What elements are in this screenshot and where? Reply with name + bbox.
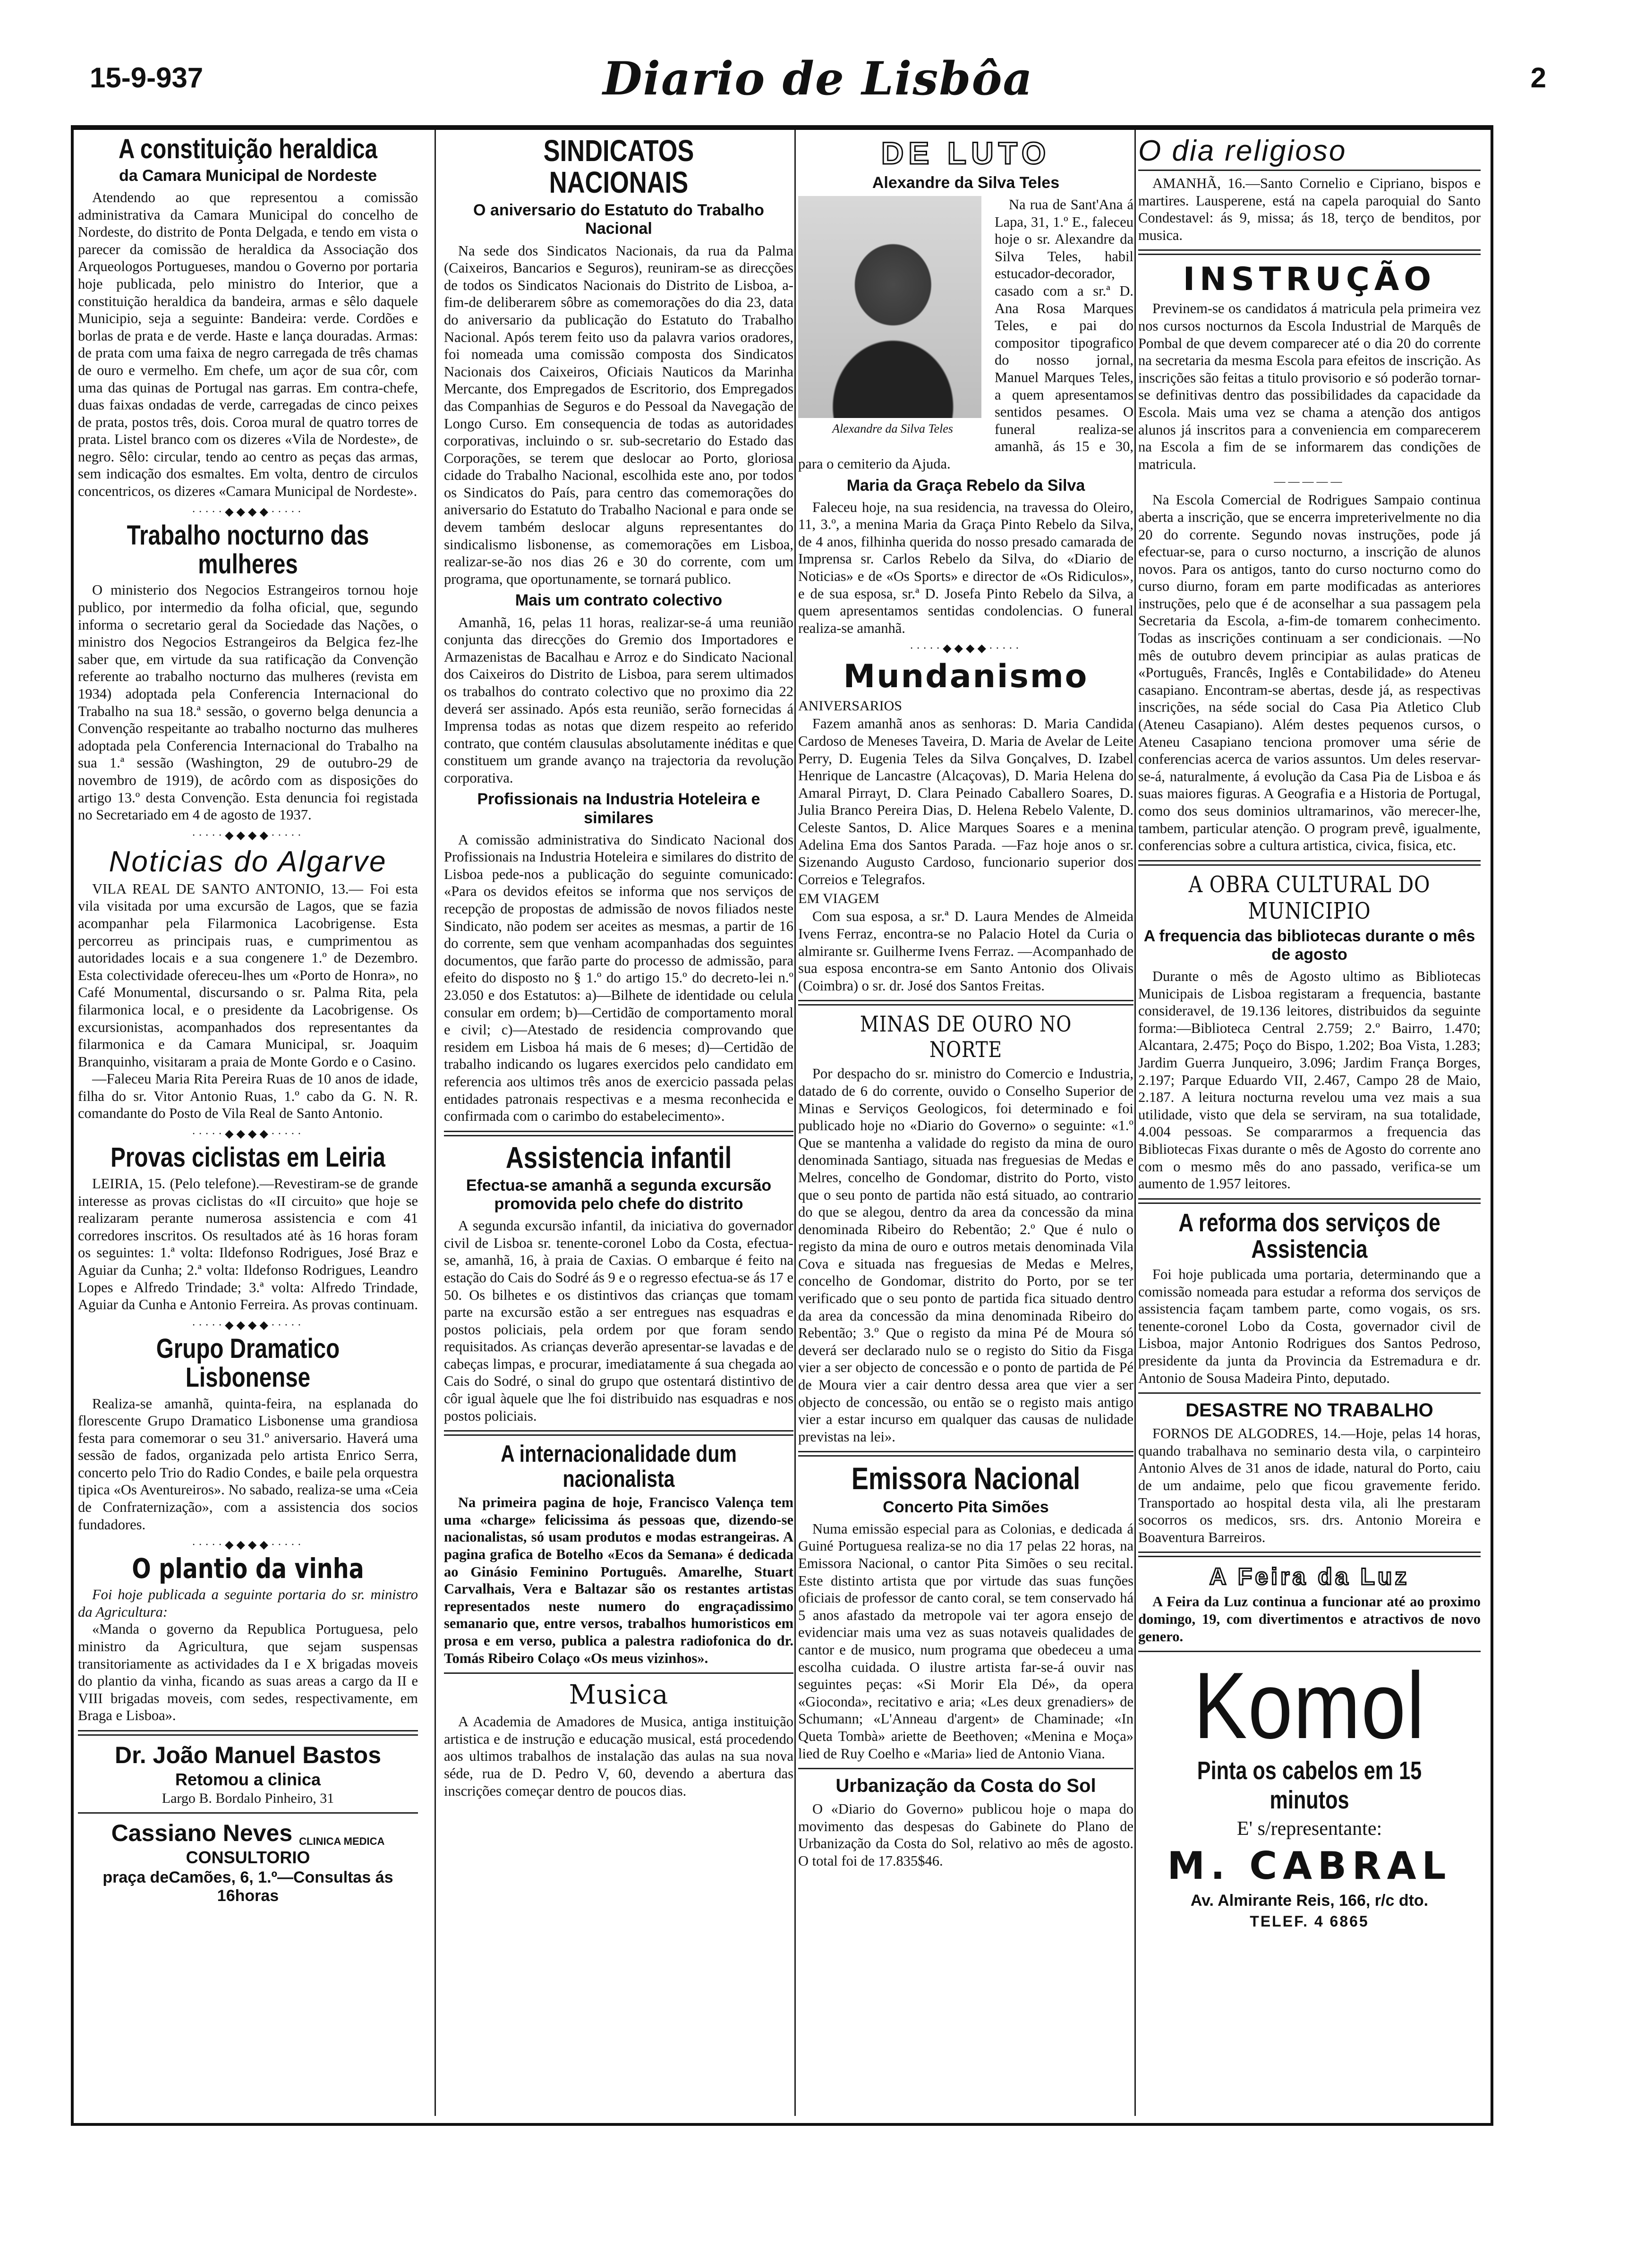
headline: INSTRUÇÃO — [1183, 261, 1436, 298]
article-desastre — [1138, 1399, 1481, 1546]
column-4 — [1138, 132, 1481, 2116]
column-divider — [794, 130, 796, 2116]
headline: Noticias do Algarve — [109, 845, 387, 878]
article-body: FORNOS DE ALGODRES, 14.—Hoje, pelas 14 horas, quando trabalhava no seminario desta vila, o carpinteiro Antonio Alves de 31 anos de idade, natural do Porto, caiu de um andaime, pelo que ficou gravemente ferido. Transportado ao hospital desta vila, ali lhe prestaram socorros os medicos, srs. drs. Antonio Moreira e Boaventura Barreiros. — [1138, 1425, 1481, 1545]
article-emissora-nacional — [798, 1462, 1133, 1762]
article-body: Durante o mês de Agosto ultimo as Bibliotecas Municipais de Lisboa registaram a frequencia, bastante consideravel, de 19.136 leitores, distribuidos da seguinte forma:—Biblioteca Central 2.759; 2.º Bairro, 1.470; Alcantara, 2.475; Poço do Bispo, 1.202; Boa Vista, 1.283; Jardim Guerra Junqueiro, 3.096; Jardim França Borges, 2.197; Parque Eduardo VII, 2.467, Campo 28 de Maio, 2.187. A leitura nocturna revelou uma vez mais a sua utilidade, visto que dela se serviram, na sua totalidade, 4.004 pessoas. Se compararmos a frequencia das Bibliotecas Fixas durante o mês de Agosto do corrente ano com o mesmo mês do ano passado, verifica-se um aumento de 1.957 leitores. — [1138, 968, 1481, 1192]
article-de-luto — [798, 135, 1133, 637]
divider-ornament: ·····◆◆◆◆····· — [910, 642, 1022, 655]
ad-agent: M. CABRAL — [1167, 1844, 1452, 1888]
article-reforma-assistencia — [1138, 1210, 1481, 1387]
article-body: —Faleceu Maria Rita Pereira Ruas de 10 anos de idade, filha do sr. Vitor Antonio Ruas, 1.º cabo da G. N. R. comandante do Posto de Vila Real de Santo Antonio. — [78, 1071, 418, 1122]
ad-phone: TELEF. 4 6865 — [1250, 1913, 1369, 1930]
article-assistencia-infantil — [444, 1142, 793, 1425]
divider-ornament: ————— — [1274, 476, 1345, 488]
issue-date: 15-9-937 — [90, 62, 204, 94]
clinic-line: CONSULTORIO — [186, 1847, 310, 1867]
divider-rule — [444, 1131, 793, 1136]
headline: Provas ciclistas em Leiria — [111, 1142, 385, 1173]
column-3 — [798, 132, 1133, 2116]
article-body: Foi hoje publicada uma portaria, determinando que a comissão nomeada para estudar a reforma dos serviços de assistencia façam tambem parte, como vogais, os srs. tenente-coronel Lobo da Costa, governador civil de Lisboa, major Antonio Rodrigues dos Santos Pedroso, presidente da junta da Provincia da Estremadura e dr. Antonio de Sousa Madeira Pinto, deputado. — [1138, 1266, 1481, 1386]
ad-doctor — [78, 1741, 418, 1807]
subheadline: Mais um contrato colectivo — [515, 591, 723, 610]
clinic-tag: CLINICA MEDICA — [299, 1835, 385, 1847]
subheadline: Efectua-se amanhã a segunda excursão promovida pelo chefe do distrito — [466, 1176, 772, 1213]
article-instrucao — [1138, 261, 1481, 854]
article-body: Realiza-se amanhã, quinta-feira, na esplanada do florescente Grupo Dramatico Lisbonense uma grandiosa festa para comemorar o seu 31.º aniversario. Haverá uma sessão de fados, organizada pelo artista Enrico Serra, concerto pelo Trio do Radio Condes, e baile pela orquestra tipica «Os Aventureiros». No sabado, realiza-se uma «Ceia de Confraternização», com a assistencia dos socios fundadores. — [78, 1395, 418, 1533]
headline: A constituição heraldica — [119, 134, 377, 164]
ad-tagline: Pinta os cabelos em 15 minutos — [1197, 1756, 1422, 1815]
article-body: Faleceu hoje, na sua residencia, na travessa do Oleiro, 11, 3.º, a menina Maria da Graça Pinto Rebelo da Silva, de 4 anos, filhinha querida do nosso presado camarada de Imprensa sr. Carlos Rebelo da Silva, do «Diario de Noticias» e de «Os Sports» e director de «Os Ridiculos», e de sua esposa, sr.ª D. Josefa Pinto Rebelo da Silva, a quem apresentamos sentidas condolencias. O funeral realiza-se amanhã. — [798, 499, 1133, 636]
headline: DE LUTO — [881, 136, 1051, 171]
portrait-caption: Alexandre da Silva Teles — [832, 422, 953, 436]
divider-rule — [444, 1430, 793, 1436]
headline: Trabalho nocturno das mulheres — [127, 520, 369, 580]
headline: A reforma dos serviços de Assistencia — [1178, 1208, 1440, 1264]
clinic-name: Cassiano Neves — [111, 1819, 293, 1846]
section-label: EM VIAGEM — [798, 891, 879, 907]
clinic-header — [78, 1819, 418, 1847]
article-body: Amanhã, 16, pelas 11 horas, realizar-se-á uma reunião conjunta das direcções do Gremio dos Importadores e Armazenistas de Bacalhau e Arroz e do Sindicato Nacional dos Caixeiros do Distrito de Lisboa, para serem ultimados os trabalhos do contrato colectivo que no proximo dia 22 deverá ser assinado. Após esta reunião, serão fornecidas á Imprensa todas as notas que dizem respeito ao referido contrato, que contém clausulas absolutamente inéditas e que constituem um grande avanço na trajectoria da revolução corporativa. — [444, 614, 793, 786]
doctor-name: Dr. João Manuel Bastos — [114, 1741, 382, 1768]
subheadline: Concerto Pita Simões — [883, 1498, 1049, 1516]
article-mundanismo — [798, 658, 1133, 994]
subheadline: da Camara Municipal de Nordeste — [119, 166, 377, 185]
article-body: VILA REAL DE SANTO ANTONIO, 13.— Foi esta vila visitada por uma excursão de Lagos, que se fazia acompanhar pela Filarmonica Lacobrigense. Esta percorreu as principais ruas, e cumprimentou as autoridades locais e a sua congenere 1.º de Dezembro. Esta colectividade ofereceu-lhes um «Porto de Honra», no Café Monumental, discursando o sr. Palma Rita, pela filarmonica local, e o presidente da Lacobrigense. Os excursionistas, acompanhados dos representantes da filarmonica e da Camara Municipal, sr. Joaquim Branquinho, visitaram a praia de Monte Gordo e o Casino. — [78, 880, 418, 1070]
article-body: Atendendo ao que representou a comissão administrativa da Camara Municipal do concelho de Nordeste, do distrito de Ponta Delgada, e tendo em vista o parecer da comissão de heraldica da Associação dos Arqueologos Portugueses, mandou o Governo por portaria hoje publicada, pelo ministro do Interior, que a constituição heraldica da bandeira, armas e sêlo daquele Municipio, seja a seguinte: Bandeira: verde. Cordões e borlas de prata e de verde. Haste e lança douradas. Armas: de prata com uma faixa de negro carregada de três chamas de ouro e vermelho. Em chefe, um açor de sua côr, com uma das quinas de Portugal nas garras. Em contra-chefe, duas faixas ondadas de verde, carregadas de cinco peixes de prata, postos três, dois. Coroa mural de quatro torres de prata. Listel branco com os dizeres «Vila de Nordeste», de negro. Sêlo: circular, tendo ao centro as peças das armas, sem indicação dos esmaltes. Em volta, dentro de circulos concentricos, os dizeres «Camara Municipal de Nordeste». — [78, 189, 418, 500]
divider-ornament: ·····◆◆◆◆····· — [192, 505, 304, 518]
headline: O plantio da vinha — [132, 1552, 364, 1585]
headline: Musica — [569, 1680, 669, 1711]
article-trabalho-nocturno — [78, 521, 418, 824]
article-feira-da-luz — [1138, 1563, 1481, 1645]
portrait-photo — [798, 196, 981, 418]
article-body: Na primeira pagina de hoje, Francisco Valença tem uma «charge» felicissima ás pessoas que, dizendo-se nacionalistas, só usam produtos e modas estrangeiras. A pagina grafica de Botelho «Ecos da Semana» é dedicada ao Ginásio Feminino Português. Amarelhe, Stuart Carvalhais, Vera e Baltazar são os restantes artistas representados neste numero do engraçadissimo semanario que, entre versos, trabalhos humoristicos em prosa e em verso, publica a palestra radiofonica do dr. Tomás Ribeiro Colaço «Os meus vizinhos». — [444, 1494, 793, 1666]
article-urbanizacao — [798, 1775, 1133, 1869]
headline: A internacionalidade dum nacionalista — [501, 1441, 737, 1492]
article-heraldica — [78, 135, 418, 500]
headline: Grupo Dramatico Lisbonense — [156, 1333, 340, 1393]
divider-rule — [1138, 1651, 1481, 1652]
divider-rule — [1138, 1552, 1481, 1557]
page-number: 2 — [1530, 62, 1546, 94]
article-internacionalidade — [444, 1441, 793, 1667]
article-body: Numa emissão especial para as Colonias, e dedicada á Guiné Portuguesa realiza-se no dia 17 pelas 22 horas, na Emissora Nacional, o cantor Pita Simões o seu recital. Este distinto artista que por virtude das suas funções oficiais de professor de canto coral, se tem conservado há 5 anos afastado da metropole vai ter agora ensejo de evidenciar mais uma vez as suas notaveis qualidades de cantor e de musico, num programa que obedeceu a uma escolha cuidada. O ilustre artista far-se-á ouvir nas seguintes peças: «Si Morir Ela Dé», da opera «Gioconda», recitativo e aria; «Les deux grenadiers» de Schumann; «L'Anneau d'argent» de Chaminade; «In Queta Tombà» ariette de Beethoven; «Menina e Moça» lied de Ruy Coelho e «Maria» lied de Antonio Viana. — [798, 1520, 1133, 1762]
doctor-address: Largo B. Bordalo Pinheiro, 31 — [162, 1790, 334, 1806]
article-body: Na Escola Comercial de Rodrigues Sampaio continua aberta a inscrição, que se encerra impreterivelmente no dia 20 do corrente. Segundo novas instruções, pode já efectuar-se, para o curso nocturno, a inscrição de alunos novos. Para os antigos, tanto do curso nocturno como do curso diurno, foram em parte modificadas as anteriores instruções, pelo que é de aconselhar a sua passagem pela Secretaria da Escola, a-fim-de tomarem conhecimento. Todas as inscrições continuam a ser condicionais. —No mês de outubro devem principiar as aulas praticas de «Português, Francês, Inglês e Contabilidade» do Ateneu casapiano. Encontram-se abertas, desde já, as respectivas inscrições, na séde social do Casa Pia Atletico Club (Ateneu Casapiano). Além destes pequenos cursos, o Ateneu Casapiano tenciona promover uma série de conferencias acerca de varios assuntos. Um deles reservar-se-á, naturalmente, á evolução da Casa Pia de Lisboa e ás suas maiores figuras. A Geografia e a Historia de Portugal, como dos seus dominios ultramarinos, vão merecer-lhe, tambem, particular atenção. O program prevê, igualmente, conferencias sobre a cultura artistica, civica, fisica, etc. — [1138, 492, 1481, 854]
article-body: Com sua esposa, a sr.ª D. Laura Mendes de Almeida Ivens Ferraz, encontra-se no Palacio Hotel da Curia o almirante sr. Guilherme Ivens Ferraz. —Acompanhado de sua esposa encontra-se em Santo Antonio dos Olivais (Coimbra) o sr. dr. José dos Santos Freitas. — [798, 908, 1133, 994]
portrait-figure — [798, 196, 987, 438]
divider-rule — [78, 1812, 418, 1814]
divider-rule — [1138, 1392, 1481, 1394]
divider-rule — [78, 1730, 418, 1736]
divider-rule — [798, 1000, 1133, 1006]
article-body: Por despacho do sr. ministro do Comercio e Industria, datado de 6 do corrente, ouvido o Conselho Superior de Minas e Serviços Geologicos, foi determinado e foi publicado hoje no «Diario do Governo» o seguinte: «1.º Que se mantenha a validade do registo da mina de ouro denominada Santiago, situada nas freguesias de Medas e Melres, concelho de Gondomar, distrito do Porto, visto que o seu ponto de partida não está situado, ao contrario do que se alegou, dentro da area da concessão da mina denominada Ribeiro do Rebentão; 2.º Que é nulo o registo da mina de ouro e outros metais denominada Vila Cova e situada nas freguesias de Medas e Melres, concelho de Gondomar, distrito do Porto, por se ter verificado que o seu ponto de partida fica situado dentro da area da concessão da mina denominada Ribeiro do Rebentão; 3.º Que o registo da mina Pé de Moura só deverá ser declarado nulo se o registo do Sitio da Fisga vier a ser objecto de concessão e o ponto de partida de Pé de Moura vier a cair dentro dessa area que vier a ser objecto de concessão, ou então se o registo mais antigo vier a estar incurso em qualquer das causas de nulidade previstas na lei». — [798, 1066, 1133, 1445]
article-body: Fazem amanhã anos as senhoras: D. Maria Candida Cardoso de Meneses Taveira, D. Maria de Avelar de Leite Perry, D. Eugenia Teles da Silva Gonçalves, D. Izabel Henrique de Lancastre (Alcaçovas), D. Maria Helena do Amaral Pirrayt, D. Clara Peinado Caballero Soares, D. Julia Branco Pereira Dias, D. Helena Rebelo Valente, D. Celeste Santos, D. Alice Marques Soares e a menina Adelina Ema dos Santos Parada. —Faz hoje anos o sr. Sizenando Augusto Cardoso, funcionario superior dos Correios e Telegrafos. — [798, 716, 1133, 887]
masthead-title: Diario de Lisbôa — [603, 52, 1033, 105]
article-grupo-dramatico — [78, 1335, 418, 1534]
divider-ornament: ·····◆◆◆◆····· — [192, 1539, 304, 1552]
subheadline: A frequencia das bibliotecas durante o mês de agosto — [1143, 927, 1475, 963]
article-minas-de-ouro — [798, 1011, 1133, 1445]
divider-ornament: ·····◆◆◆◆····· — [192, 1319, 304, 1331]
article-body: «Manda o governo da Republica Portuguesa, pelo ministro da Agricultura, que sejam suspensas transitoriamente as actividades da I e X brigadas moveis do plantio da vinha, ficando as suas areas a cargo da II e VIII brigadas moveis, com sedes, respectivamente, em Braga e Lisboa». — [78, 1621, 418, 1724]
ad-brand: Komol — [1193, 1653, 1425, 1759]
article-body: AMANHÃ, 16.—Santo Cornelio e Cipriano, bispos e martires. Lausperene, está na capela paroquial do Santo Condestavel: ás 9, missa; ás 18, terço de benditos, por musica. — [1138, 175, 1481, 243]
divider-rule — [1138, 1198, 1481, 1204]
ad-rep-label: E' s/representante: — [1236, 1818, 1382, 1840]
article-body: A comissão administrativa do Sindicato Nacional dos Profissionais na Industria Hoteleira e similares do distrito de Lisboa pede-nos a publicação do seguinte comunicado: «Para os devidos efeitos se informa que nos serviços de recepção de propostas de admissão de novos filiados neste Sindicato, não podem ser aceites as mesmas, a partir de 16 do corrente, sem que venham acompanhadas dos seguintes documentos, que farão parte do processo de admissão, para efeito do disposto no § 1.º do artigo 15.º do decreto-lei n.º 23.050 e dos Estatutos: a)—Bilhete de identidade ou celula consular em ordem; b)—Certidão de comportamento moral e civil; c)—Atestado de residencia comprovando que residem em Lisboa há mais de 6 meses; d)—Certidão de trabalho indicando os lugares exercidos pelo candidato em referencia aos ultimos três anos de exercicio passada pelas entidades patronais respectivas e a mesma reconhecida e confirmada com o carimbo do estabelecimento». — [444, 831, 793, 1125]
article-body: A Academia de Amadores de Musica, antiga instituição artistica e de instrução e educação musical, está procedendo aos ultimos trabalhos de instalação das aulas na sua nova séde, rua de D. Pedro V, 60, devendo a abertura das inscrições começar dentro de poucos dias. — [444, 1714, 793, 1799]
subheadline: O aniversario do Estatuto do Trabalho Nacional — [473, 201, 764, 238]
headline: A Feira da Luz — [1209, 1563, 1410, 1590]
doctor-notice: Retomou a clinica — [175, 1769, 321, 1789]
divider-rule — [1138, 860, 1481, 866]
headline: SINDICATOS NACIONAIS — [543, 134, 694, 200]
column-divider — [1134, 130, 1136, 2116]
subheadline: Maria da Graça Rebelo da Silva — [846, 476, 1085, 495]
subheadline: Alexandre da Silva Teles — [872, 174, 1060, 192]
headline: Urbanização da Costa do Sol — [835, 1775, 1096, 1797]
column-divider — [435, 130, 436, 2116]
ad-komol — [1138, 1653, 1481, 1930]
article-body: A Feira da Luz continua a funcionar até ao proximo domingo, 19, com divertimentos e atractivos de novo genero. — [1138, 1594, 1481, 1645]
section-label: ANIVERSARIOS — [798, 698, 903, 714]
article-body: O ministerio dos Negocios Estrangeiros tornou hoje publico, por intermedio da folha oficial, que, segundo informa o secretario geral da Sociedade das Nações, o ministro dos Negocios Estrangeiros da Belgica fez-lhe saber que, em virtude da sua ratificação da Convenção referente ao trabalho nocturno das mulheres (revista em 1934) adoptada pela Conferencia Internacional do Trabalho na sua 18.ª sessão, o governo belga denuncia a Convenção respeitante ao trabalho nocturno das mulheres adoptada pela Conferencia Internacional do Trabalho na sua 1.ª sessão (Washington, 29 de outubro-29 de novembro de 1919), de acôrdo com as disposições do artigo 13.º desta Convenção. Esta denuncia foi registada no Secretariado em 4 de agosto de 1937. — [78, 582, 418, 823]
headline: O dia religioso — [1138, 135, 1347, 167]
divider-rule — [1138, 170, 1481, 171]
divider-ornament: ·····◆◆◆◆····· — [192, 829, 304, 842]
subheadline: Profissionais na Industria Hoteleira e similares — [477, 790, 760, 827]
clinic-address: praça deCamões, 6, 1.º—Consultas ás 16horas — [102, 1868, 393, 1905]
article-body: Na rua de Sant'Ana á Lapa, 31, 1.º E., faleceu hoje o sr. Alexandre da Silva Teles, habil estucador-decorador, casado com a sr.ª D. Ana Rosa Marques Teles, e pai do compositor tipografico do nosso jornal, Manuel Marques Teles, a quem apresentamos sentidos pesames. O funeral realiza-se amanhã, ás 15 e 30, para o cemiterio da Ajuda. — [798, 196, 1133, 472]
column-1 — [78, 132, 418, 2116]
article-musica — [444, 1680, 793, 1799]
column-2 — [444, 132, 793, 2116]
divider-ornament: ·····◆◆◆◆····· — [192, 1128, 304, 1141]
headline: MINAS DE OURO NO NORTE — [860, 1011, 1072, 1063]
article-body: Previnem-se os candidatos á matricula pela primeira vez nos cursos nocturnos da Escola Industrial de Marquês de Pombal de que devem comparecer até o dia 20 do corrente na secretaria da mesma Escola para efeitos de inscrição. As inscrições são feitas a titulo provisorio e só poderão tornar-se definitivas dentro das possibilidades da capacidade da Escola. Mais uma vez se chama a atenção dos antigos alunos já inscritos para a conveniencia em comparecerem na Escola a fim de se informarem das condições de matricula. — [1138, 300, 1481, 472]
article-body: O «Diario do Governo» publicou hoje o mapa do movimento das despesas do Gabinete do Plano de Urbanização da Costa do Sol, relativo ao mês de agosto. O total foi de 17.835$46. — [798, 1801, 1133, 1869]
headline: A OBRA CULTURAL DO MUNICIPIO — [1188, 871, 1431, 924]
headline: Assistencia infantil — [505, 1140, 732, 1175]
headline: Emissora Nacional — [851, 1461, 1081, 1496]
divider-rule — [444, 1672, 793, 1674]
divider-rule — [1138, 249, 1481, 255]
article-obra-cultural — [1138, 871, 1481, 1193]
article-plantio-vinha — [78, 1554, 418, 1724]
headline: DESASTRE NO TRABALHO — [1185, 1400, 1433, 1421]
article-intro: Foi hoje publicada a seguinte portaria do sr. ministro da Agricultura: — [78, 1586, 418, 1620]
headline: Mundanismo — [843, 658, 1089, 696]
ad-clinic — [78, 1819, 418, 1905]
article-provas-ciclistas — [78, 1143, 418, 1313]
article-body: Na sede dos Sindicatos Nacionais, da rua da Palma (Caixeiros, Bancarios e Seguros), reuniram-se as direcções de todos os Sindicatos Nacionais do Distrito de Lisboa, a-fim-de deliberarem sôbre as comemorações do dia 23, data do aniversario da publicação do Estatuto do Trabalho Nacional. Após terem feito uso da palavra varios oradores, foi nomeada uma comissão composta dos Sindicatos Nacionais dos Caixeiros, Oficiais Nauticos da Marinha Mercante, dos Empregados de Escritorio, dos Empregados das Companhias de Seguros e do Pessoal da Navegação de Longo Curso. Em consequencia de todas as autoridades corporativas, incluindo o sr. sub-secretario do Estado das Corporações, se terem que deslocar ao Porto, gloriosa cidade do Trabalho Nacional, escolhida este ano, por todos os Sindicatos do País, para centro das comemorações do aniversario do Estatuto do Trabalho Nacional e para onde se devem também deslocar alguns representantes do sindicalismo lisbonense, as comemorações em Lisboa, realizar-se-ão nos dias 26 e 30 do corrente, com um programa, que oportunamente, se tornará publico. — [444, 242, 793, 587]
article-algarve — [78, 845, 418, 1122]
divider-rule — [798, 1451, 1133, 1457]
article-dia-religioso — [1138, 134, 1481, 244]
divider-rule — [798, 1768, 1133, 1769]
article-body: LEIRIA, 15. (Pelo telefone).—Revestiram-se de grande interesse as provas ciclistas do «II circuito» que hoje se realizaram perante numerosa assistencia e com 41 corredores inscritos. Os resultados até às 16 horas foram os seguintes: 1.ª volta: Ildefonso Rodrigues, José Braz e Aguiar da Cunha; 2.ª volta: Ildefonso Rodrigues, Leandro Lopes e Alfredo Trindade; 3.ª volta: Alfredo Trindade, Aguiar da Cunha e Antonio Ferreira. As provas continuam. — [78, 1175, 418, 1313]
ad-address: Av. Almirante Reis, 166, r/c dto. — [1190, 1892, 1429, 1910]
article-sindicatos — [444, 135, 793, 1125]
article-body: A segunda excursão infantil, da iniciativa do governador civil de Lisboa sr. tenente-coronel Lobo da Costa, efectua-se, amanhã, 16, à praia de Caxias. O embarque é feito na estação do Cais do Sodré ás 9 e o regresso efectua-se ás 17 e 50. Os bilhetes e os distintivos das crianças que tomam parte na excursão estão a ser entregues nas esquadras e postos policiais, pela ordem por que foram sendo requisitados. As crianças deverão apresentar-se lavadas e de cabeças limpas, e procurar, imediatamente á sua chegada ao Cais do Sodré, o sinal do grupo que ostentará distintivo de côr igual àquele que lhe foi distribuido nas esquadras e nos postos policiais. — [444, 1218, 793, 1424]
